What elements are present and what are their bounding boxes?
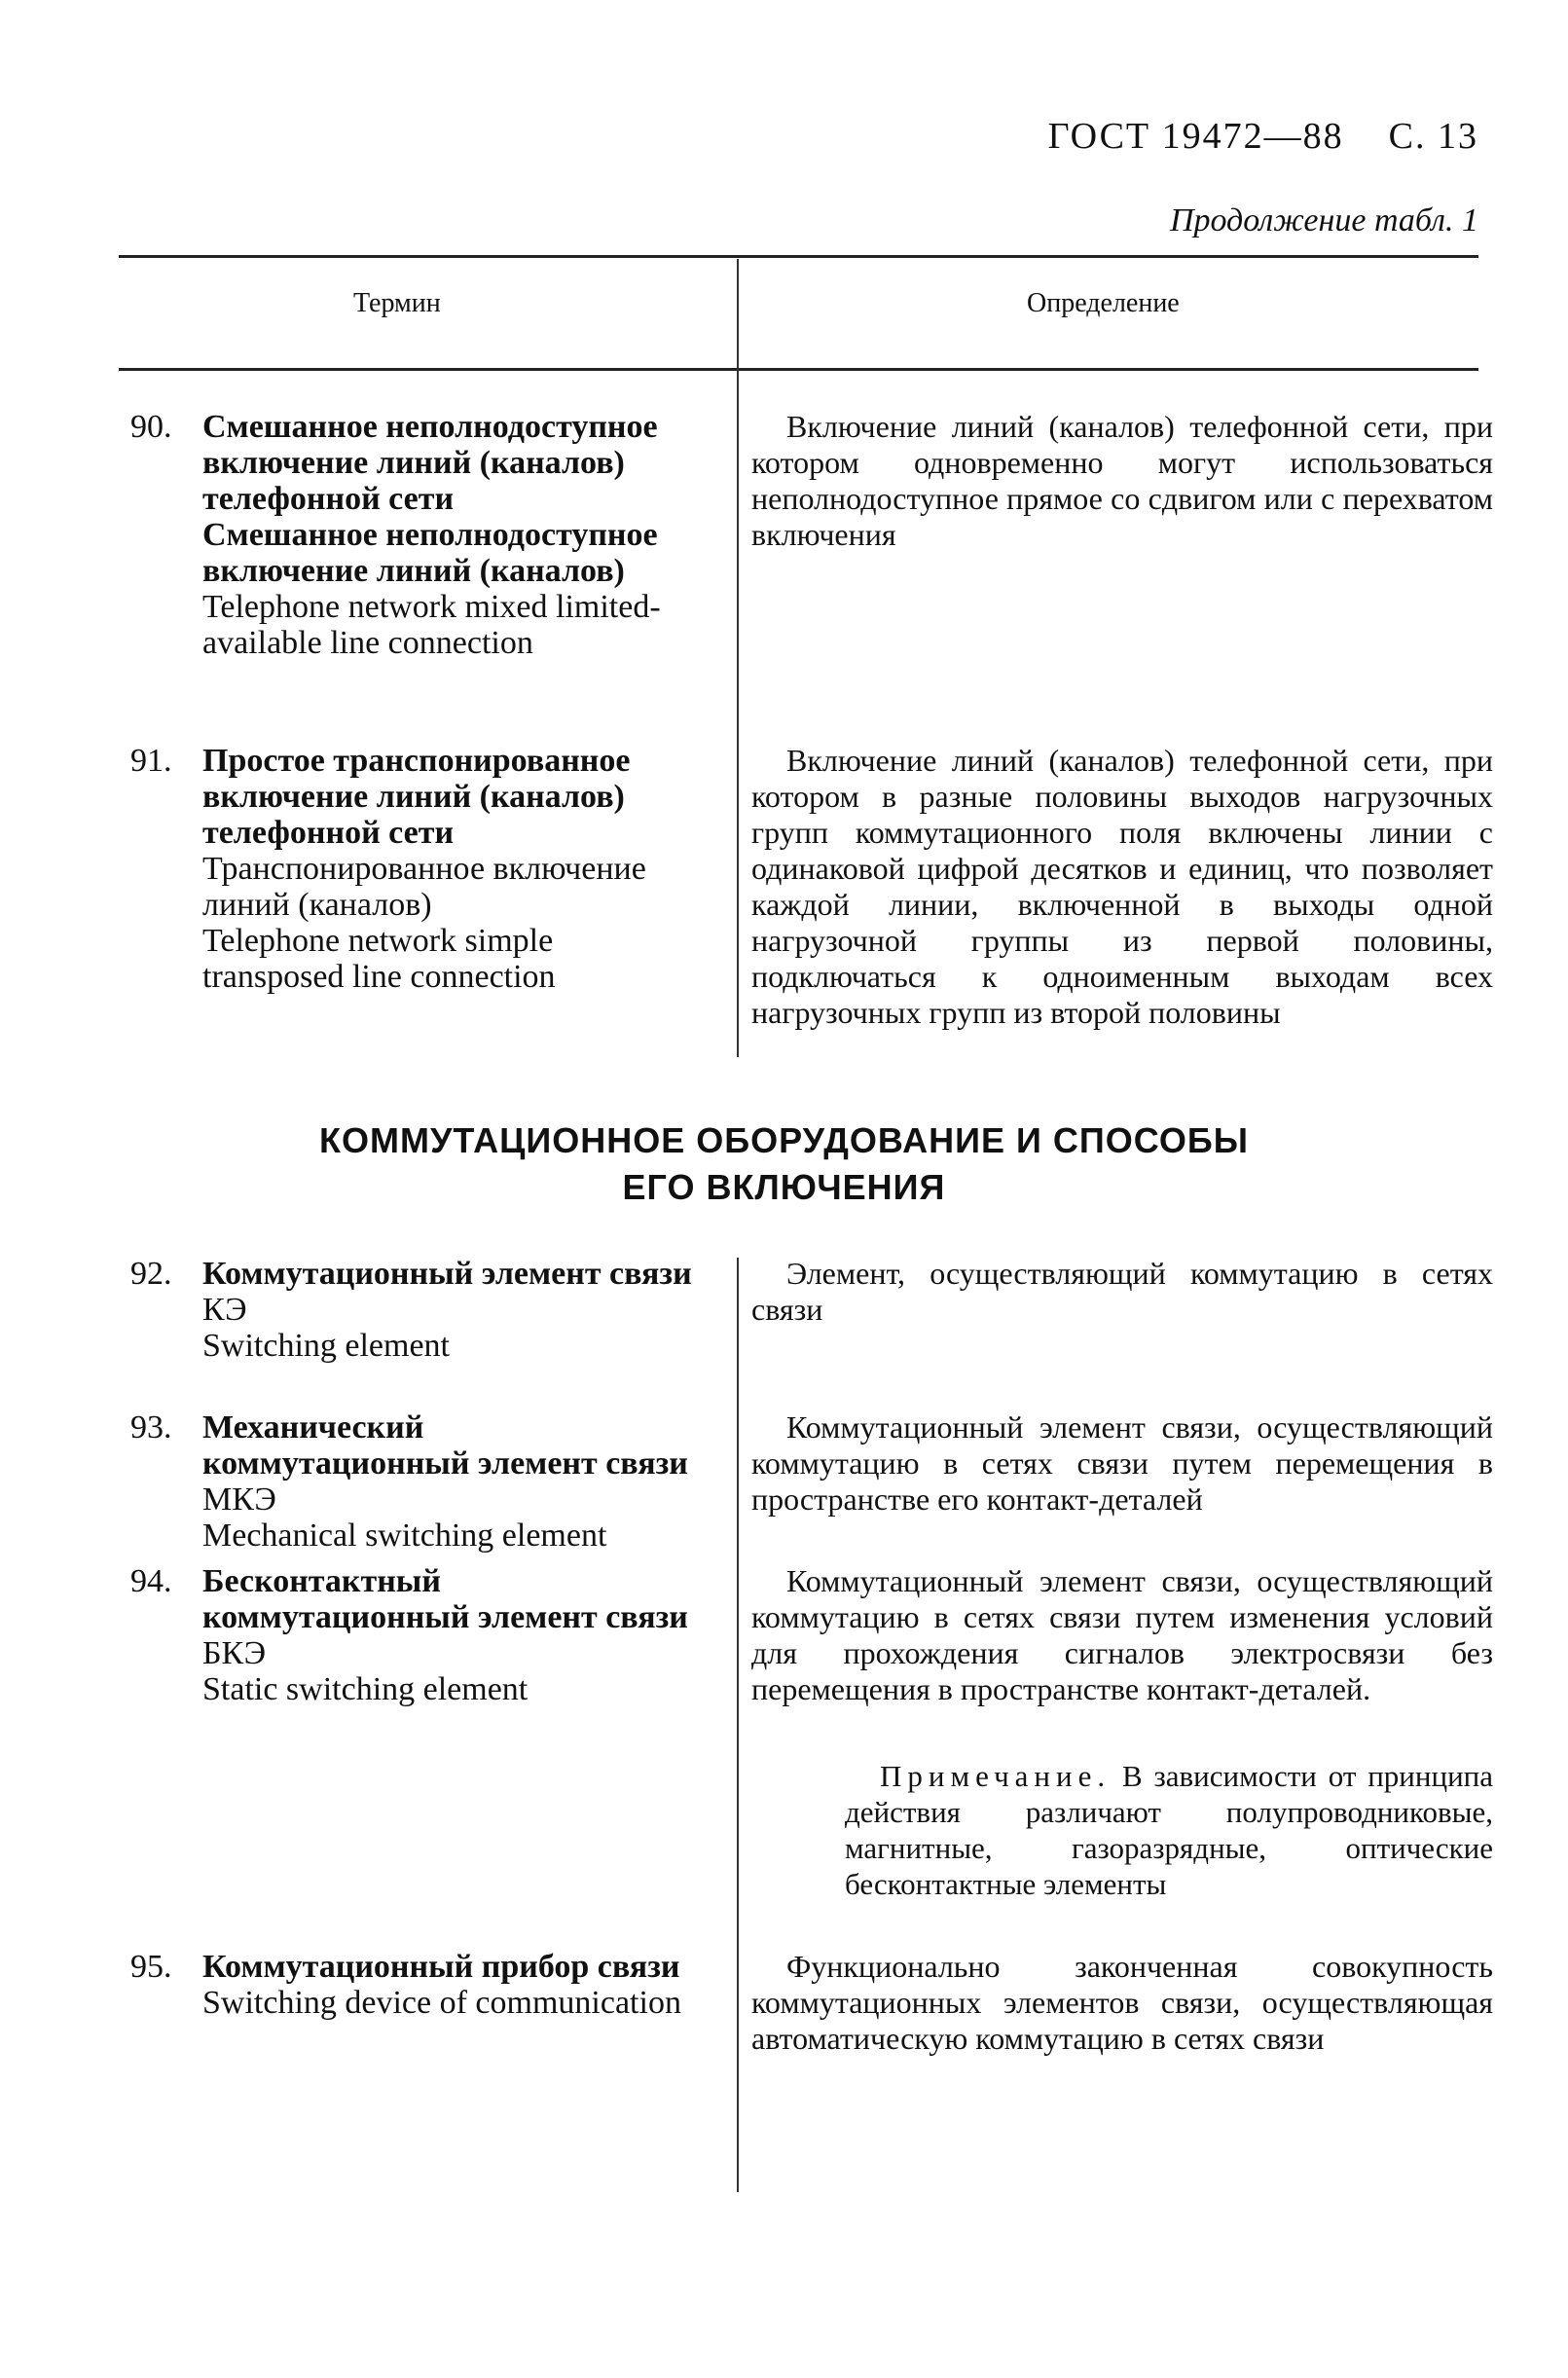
term-entry-93 xyxy=(130,1409,699,1554)
table-continuation-note: Продолжение табл. 1 xyxy=(1169,202,1478,238)
term-english: Static switching element xyxy=(202,1671,529,1707)
term-name: Простое транспонированное включение линий (каналов) телефонной сети xyxy=(202,743,631,851)
section-title-line2: ЕГО ВКЛЮЧЕНИЯ xyxy=(622,1167,946,1207)
entry-number: 91. xyxy=(130,743,172,779)
note-text: В зависимости от принципа действия различают полупроводниковые, магнитные, газоразрядные, оптические бесконтактные элементы xyxy=(845,1759,1494,1901)
column-separator xyxy=(737,259,739,1057)
table-header-rule xyxy=(119,368,1478,371)
section-title-line1: КОММУТАЦИОННОЕ ОБОРУДОВАНИЕ И СПОСОБЫ xyxy=(319,1120,1249,1160)
table-top-rule xyxy=(119,255,1478,258)
term-abbreviation: МКЭ xyxy=(202,1482,276,1518)
term-name: Механический коммутационный элемент связи xyxy=(202,1409,688,1482)
entry-number: 94. xyxy=(130,1563,172,1599)
entry-number: 95. xyxy=(130,1949,172,1985)
term-entry-92 xyxy=(130,1256,699,1364)
column-header-definition: Определение xyxy=(1027,288,1180,318)
definition-93: Коммутационный элемент связи, осуществляющий коммутацию в сетях связи путем перемещения в пространстве его контакт-деталей xyxy=(751,1409,1493,1517)
term-english: Switching device of communication xyxy=(202,1985,681,2021)
term-english: Switching element xyxy=(202,1328,451,1364)
definition-90: Включение линий (каналов) телефонной сети, при котором одновременно могут использоваться неполнодоступное прямое со сдвигом или с перехватом включения xyxy=(751,409,1493,552)
note-label: Примечание. xyxy=(880,1759,1112,1793)
term-entry-90 xyxy=(130,409,699,661)
term-name: Коммутационный прибор связи xyxy=(202,1949,680,1985)
definition-92: Элемент, осуществляющий коммутацию в сетях связи xyxy=(751,1256,1493,1327)
term-synonym: Транспонированное включение линий (каналов) xyxy=(202,851,646,923)
page-number: С. 13 xyxy=(1388,116,1478,157)
term-abbreviation: КЭ xyxy=(202,1292,247,1328)
term-synonym: Смешанное неполнодоступное включение линий (каналов) xyxy=(202,517,658,589)
column-header-term: Термин xyxy=(353,288,441,318)
term-abbreviation: БКЭ xyxy=(202,1635,267,1671)
term-entry-91 xyxy=(130,743,699,995)
term-entry-94 xyxy=(130,1563,699,1707)
term-english: Mechanical switching element xyxy=(202,1518,607,1554)
term-english: Telephone network simple transposed line connection xyxy=(202,923,556,995)
column-separator xyxy=(737,1258,739,2192)
term-name: Бесконтактный коммутационный элемент связи xyxy=(202,1563,688,1635)
term-name: Смешанное неполнодоступное включение линий (каналов) телефонной сети xyxy=(202,409,658,517)
entry-number: 90. xyxy=(130,409,172,445)
term-english: Telephone network mixed limited-available line connection xyxy=(202,589,661,661)
standard-number: ГОСТ 19472—88 xyxy=(1047,116,1344,157)
section-title xyxy=(0,1117,1568,1211)
entry-number: 93. xyxy=(130,1409,172,1445)
definition-95: Функционально законченная совокупность коммутационных элементов связи, осуществляющая автоматическую коммутацию в сетях связи xyxy=(751,1949,1493,2056)
entry-number: 92. xyxy=(130,1256,172,1292)
term-entry-95 xyxy=(130,1949,699,2021)
definition-94: Коммутационный элемент связи, осуществляющий коммутацию в сетях связи путем изменения условий для прохождения сигналов электросвязи без перемещения в пространстве контакт-деталей. xyxy=(751,1563,1493,1706)
term-name: Коммутационный элемент связи xyxy=(202,1256,692,1292)
page-header xyxy=(1048,115,1478,158)
definition-91: Включение линий (каналов) телефонной сети, при котором в разные половины выходов нагрузочных групп коммутационного поля включены линии с одинаковой цифрой десятков и единиц, что позволяет каждой линии, включенной в выходы одной нагрузочной группы из первой половины, подключаться к одноименным выходам всех нагрузочных групп из второй половины xyxy=(751,743,1493,1030)
note-94 xyxy=(845,1758,1493,1902)
